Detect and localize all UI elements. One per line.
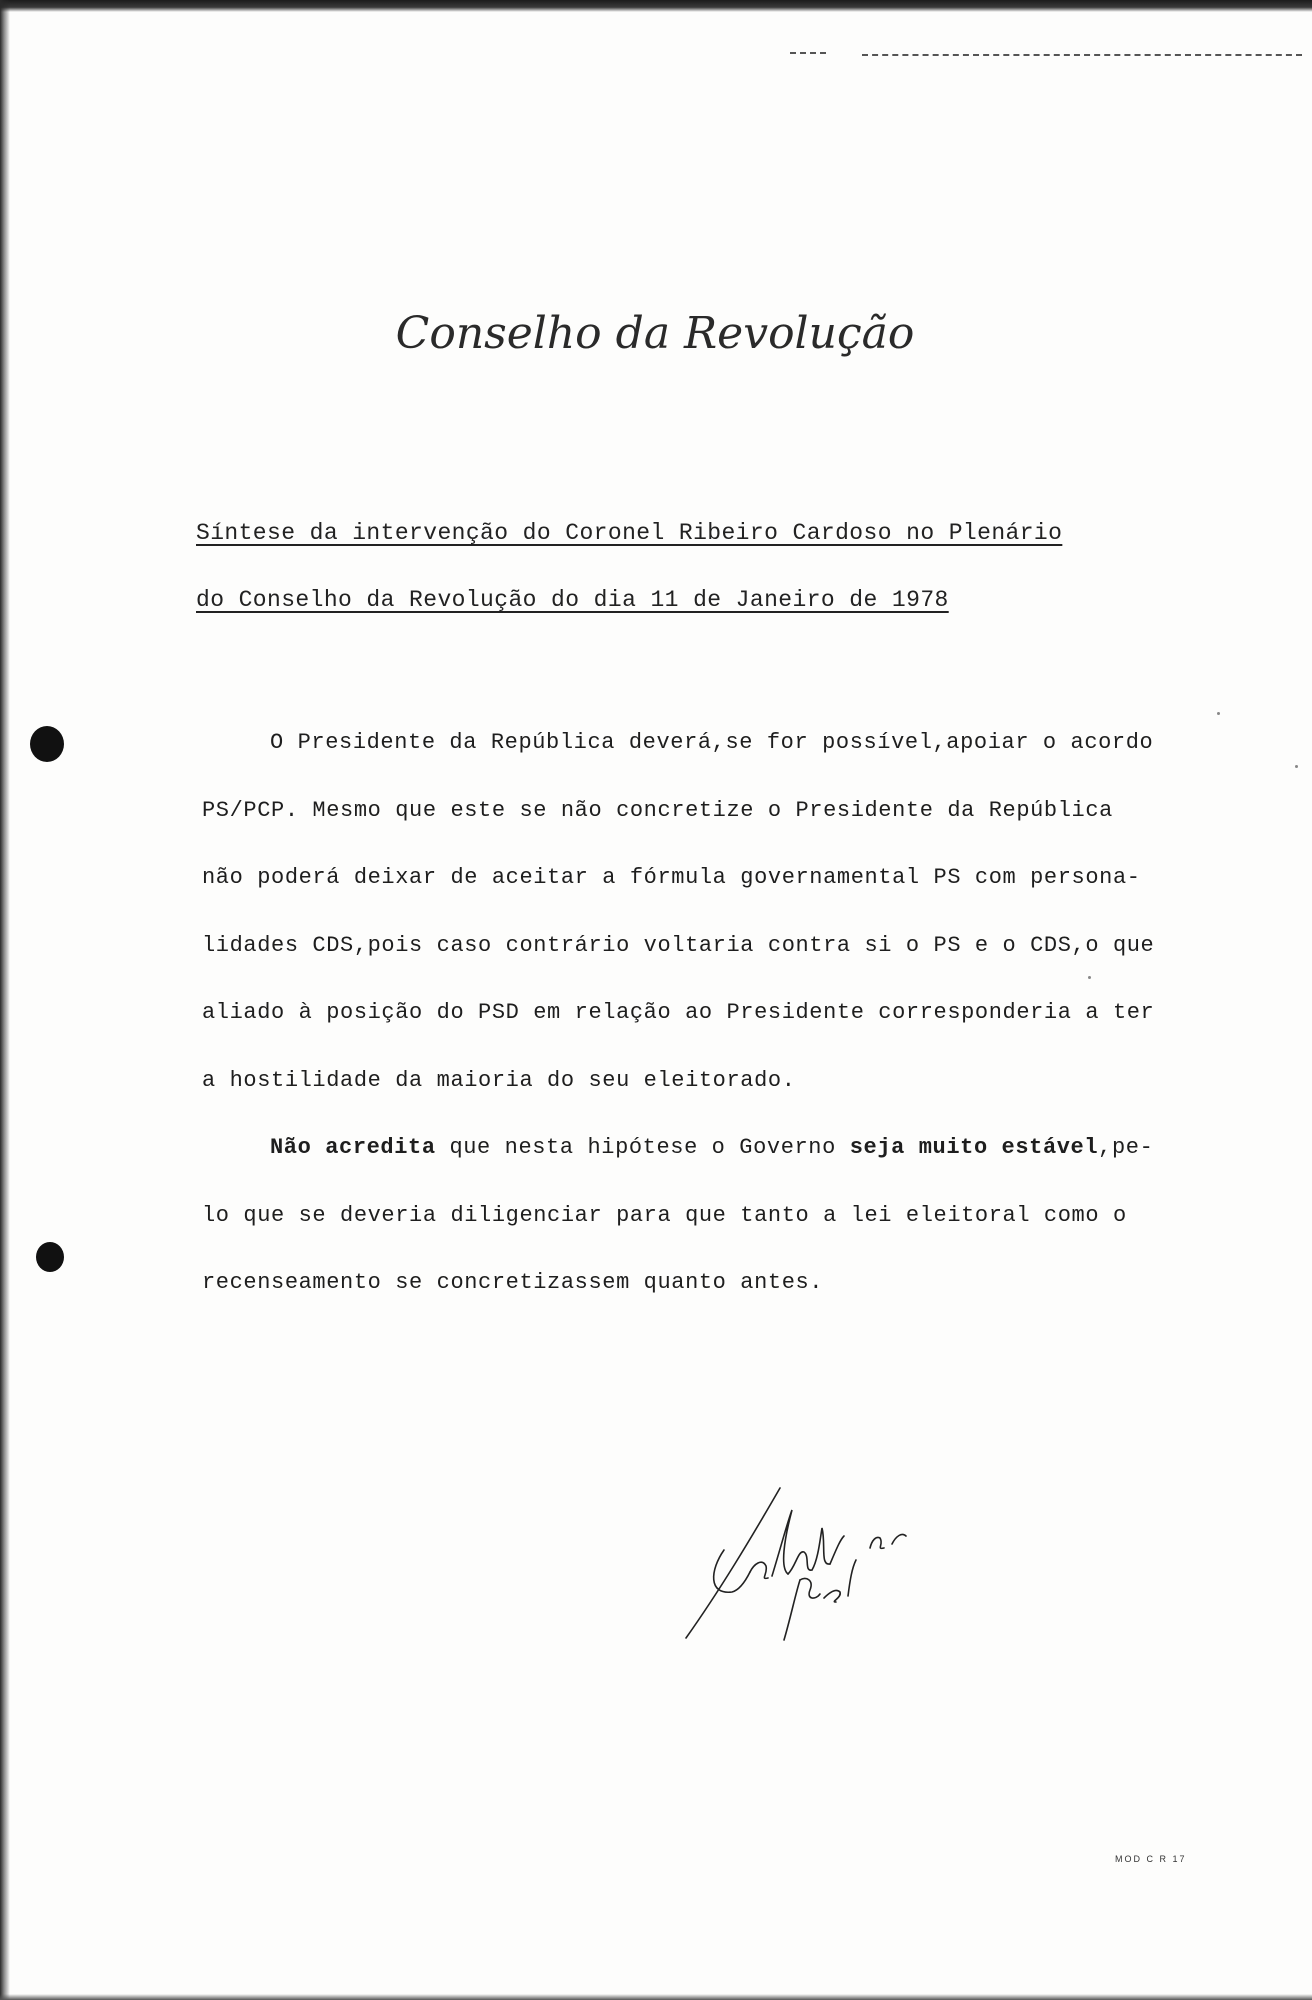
handwritten-signature bbox=[680, 1480, 940, 1650]
document-heading-line-1: Síntese da intervenção do Coronel Ribeiro Cardoso no Plenário bbox=[196, 520, 1063, 546]
body-phrase: ,pe- bbox=[1098, 1135, 1154, 1160]
bold-phrase: Não acredita bbox=[270, 1135, 436, 1160]
scan-edge-bottom bbox=[0, 1994, 1312, 2000]
body-line: não poderá deixar de aceitar a fórmula governamental PS com persona- bbox=[202, 865, 1141, 890]
body-line: a hostilidade da maioria do seu eleitorado. bbox=[202, 1067, 796, 1093]
body-line: aliado à posição do PSD em relação ao Presidente corresponderia a ter bbox=[202, 1000, 1155, 1025]
body-line: recenseamento se concretizassem quanto antes. bbox=[202, 1270, 824, 1295]
document-heading-line-2: do Conselho da Revolução do dia 11 de Janeiro de 1978 bbox=[196, 587, 949, 613]
body-line-paragraph-2 bbox=[202, 1114, 1202, 1182]
scan-speck bbox=[1295, 765, 1298, 768]
letterhead-title: Conselho da Revolução bbox=[395, 308, 915, 359]
bold-phrase: seja muito estável bbox=[849, 1135, 1099, 1160]
scan-mark bbox=[862, 54, 1302, 56]
form-code: MOD C R 17 bbox=[1115, 1854, 1187, 1864]
body-line: PS/PCP. Mesmo que este se não concretize o Presidente da República bbox=[202, 797, 1113, 823]
body-line: lo que se deveria diligenciar para que tanto a lei eleitoral como o bbox=[202, 1202, 1127, 1228]
scan-edge-top bbox=[0, 0, 1312, 12]
body-line: lidades CDS,pois caso contrário voltaria contra si o PS e o CDS,o que bbox=[202, 932, 1155, 958]
punch-hole-mark bbox=[30, 726, 64, 762]
body-phrase: que nesta hipótese o Governo bbox=[435, 1135, 850, 1160]
scan-speck bbox=[1088, 976, 1091, 979]
letterhead bbox=[0, 300, 1312, 380]
body-line: O Presidente da República deverá,se for possível,apoiar o acordo bbox=[270, 730, 1154, 755]
scan-speck bbox=[1217, 712, 1220, 715]
document-body bbox=[202, 709, 1202, 1317]
scan-mark bbox=[790, 52, 826, 54]
punch-hole-mark bbox=[36, 1242, 64, 1272]
